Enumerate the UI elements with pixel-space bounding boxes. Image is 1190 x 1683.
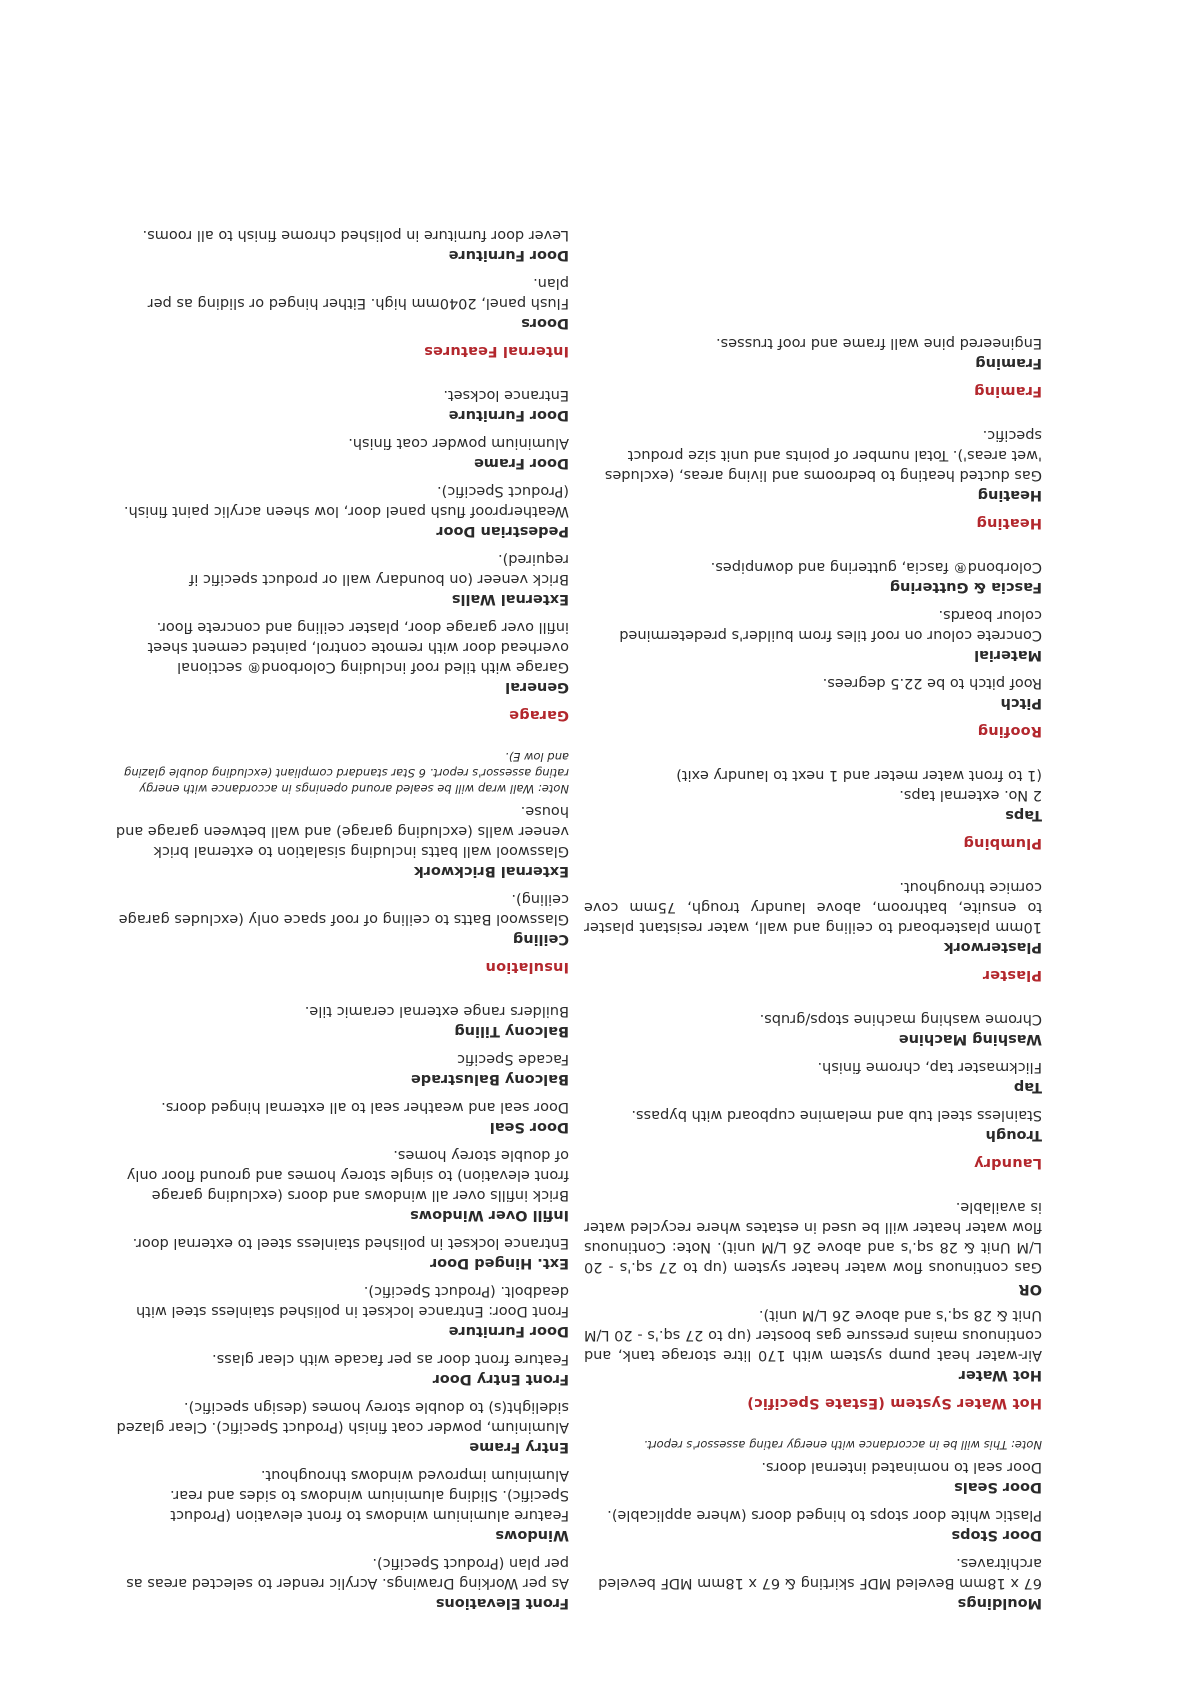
tap-title: Tap — [1013, 1079, 1042, 1095]
tap-item — [584, 1057, 1042, 1095]
internal-door-furniture-item — [114, 225, 569, 263]
balcony-balustrade-title: Balcony Balustrade — [410, 1071, 569, 1087]
external-brickwork-body: Glasswool wall batts including sisalation to external brick veneer walls (excluding garage) and wall between garage and house. — [115, 803, 569, 859]
section-title-garage: Garage — [508, 707, 569, 723]
front-elevations-title: Front Elevations — [435, 1595, 569, 1611]
section-title-roofing: Roofing — [977, 723, 1042, 739]
external-brickwork-title: External Brickwork — [414, 863, 569, 879]
front-entry-door-item — [114, 1349, 569, 1387]
trough-body: Stainless steel tub and melamine cupboard with bypass. — [631, 1107, 1042, 1123]
pedestrian-door-title: Pedestrian Door — [436, 523, 569, 539]
balcony-tiling-item — [114, 1001, 569, 1039]
balcony-balustrade-item — [114, 1049, 569, 1087]
framing-title: Framing — [975, 355, 1042, 371]
door-stops-body: Plastic white door stops to hinged doors (where applicable). — [607, 1507, 1042, 1523]
section-title-internal-features: Internal Features — [424, 343, 569, 359]
section-title-laundry: Laundry — [973, 1155, 1042, 1171]
pitch-body: Roof pitch to be 22.5 degrees. — [822, 675, 1042, 691]
section-title-plaster: Plaster — [982, 967, 1042, 983]
plasterwork-title: Plasterwork — [943, 939, 1042, 955]
internal-door-furniture-body: Lever door furniture in polished chrome finish to all rooms. — [142, 227, 569, 243]
fascia-title: Fascia & Guttering — [889, 579, 1042, 595]
windows-item — [114, 1465, 569, 1543]
mouldings-item — [584, 1553, 1042, 1611]
external-brickwork-item — [114, 749, 569, 879]
washing-machine-title: Washing Machine — [898, 1031, 1042, 1047]
garage-door-furniture-body: Entrance lockset. — [443, 387, 569, 403]
infill-over-windows-item — [114, 1145, 569, 1223]
hot-water-item — [584, 1197, 1042, 1383]
garage-external-walls-body: Brick veneer (on boundary wall or product specific if required). — [189, 551, 569, 587]
framing-body: Engineered pine wall frame and roof trusses. — [716, 335, 1042, 351]
ext-hinged-door-item — [114, 1233, 569, 1271]
framing-item — [584, 333, 1042, 371]
front-elevations-item — [114, 1553, 569, 1611]
internal-doors-item — [114, 273, 569, 331]
mouldings-title: Mouldings — [957, 1595, 1042, 1611]
section-title-heating: Heating — [976, 515, 1042, 531]
section-title-insulation: Insulation — [485, 959, 569, 975]
internal-doors-body: Flush panel, 2040mm high. Either hinged or sliding as per plan. — [147, 275, 569, 311]
pitch-item — [584, 673, 1042, 711]
hot-water-or: OR — [1018, 1281, 1042, 1297]
entry-frame-item — [114, 1397, 569, 1455]
door-seal-item — [114, 1097, 569, 1135]
right-column — [114, 215, 569, 1611]
internal-door-furniture-title: Door Furniture — [448, 247, 569, 263]
entry-frame-body: Aluminium, powder coat finish (Product Specific). Clear glazed sidelight(s) to double storey homes (design specific). — [116, 1399, 569, 1435]
door-seals-body: Door seal to nominated internal doors. — [761, 1459, 1042, 1475]
garage-door-frame-title: Door Frame — [473, 455, 569, 471]
ceiling-title: Ceiling — [512, 931, 569, 947]
door-seals-item — [584, 1437, 1042, 1495]
garage-door-frame-item — [114, 433, 569, 471]
door-furniture-item — [114, 1281, 569, 1339]
plasterwork-item — [584, 877, 1042, 955]
section-title-plumbing: Plumbing — [963, 835, 1042, 851]
external-brickwork-note: Note: Wall wrap will be sealed around openings in accordance with energy rating assessor's report. 6 Star standard compliant (excluding double glazing and low E). — [123, 750, 569, 796]
ceiling-item — [114, 889, 569, 947]
fascia-item — [584, 557, 1042, 595]
washing-machine-body: Chrome washing machine stops/grubs. — [759, 1011, 1042, 1027]
tap-body: Flickmaster tap, chrome finish. — [817, 1059, 1042, 1075]
hot-water-title: Hot Water — [958, 1367, 1042, 1383]
windows-title: Windows — [495, 1527, 569, 1543]
taps-title: Taps — [1005, 807, 1042, 823]
garage-general-title: General — [505, 679, 569, 695]
fascia-body: Colorbond® fascia, guttering and downpipes. — [710, 559, 1042, 575]
heating-title: Heating — [977, 487, 1042, 503]
section-title-framing: Framing — [973, 383, 1042, 399]
heating-body: Gas ducted heating to bedrooms and living areas, (excludes 'wet areas'). Total number of points and unit size product specific. — [604, 427, 1042, 483]
taps-item — [584, 765, 1042, 823]
garage-door-furniture-item — [114, 385, 569, 423]
garage-external-walls-item — [114, 549, 569, 607]
washing-machine-item — [584, 1009, 1042, 1047]
ext-hinged-door-body: Entrance lockset in polished stainless steel to external door. — [132, 1235, 569, 1251]
entry-frame-title: Entry Frame — [469, 1439, 569, 1455]
balcony-balustrade-body: Facade Specific — [457, 1051, 569, 1067]
internal-doors-title: Doors — [521, 315, 569, 331]
taps-body: 2 No. external taps. — [899, 787, 1042, 803]
ceiling-body: Glasswool Batts to ceiling of roof space only (excludes garage ceiling). — [118, 891, 569, 927]
door-furniture-title: Door Furniture — [448, 1323, 569, 1339]
material-item — [584, 605, 1042, 663]
front-elevations-body: As per Working Drawings. Acrylic render to selected areas as per plan (Product Specific). — [126, 1555, 569, 1591]
infill-over-windows-body: Brick infills over all windows and doors (excluding garage front elevation) to single storey homes and ground floor only of double storey homes. — [126, 1147, 569, 1203]
hot-water-alt: Gas continuous flow water heater system (up to 27 sq.'s - 20 L/M Unit & 28 sq.'s and above 26 L/M unit). Note: Continuous flow water heater will be used in estates where recycled water is available. — [584, 1199, 1042, 1275]
mouldings-body: 67 x 18mm Beveled MDF skirting & 67 x 18mm MDF beveled architraves. — [598, 1555, 1042, 1591]
garage-door-frame-body: Aluminium powder coat finish. — [348, 435, 569, 451]
garage-general-body: Garage with tiled roof including Colorbond® sectional overhead door with remote control, painted cement sheet infill over garage door, plaster ceiling and concrete floor. — [147, 619, 569, 675]
garage-general-item — [114, 617, 569, 695]
section-title-hot-water: Hot Water System (Estate Specific) — [747, 1395, 1042, 1411]
front-entry-door-body: Feature front door as per facade with clear glass. — [212, 1351, 569, 1367]
door-seals-title: Door Seals — [954, 1479, 1042, 1495]
material-title: Material — [974, 647, 1042, 663]
heating-item — [584, 425, 1042, 503]
front-entry-door-title: Front Entry Door — [432, 1371, 569, 1387]
door-stops-title: Door Stops — [951, 1527, 1042, 1543]
balcony-tiling-title: Balcony Tiling — [454, 1023, 569, 1039]
door-seal-body: Door seal and weather seal to all external hinged doors. — [161, 1099, 569, 1115]
door-stops-item — [584, 1505, 1042, 1543]
door-seals-note: Note: This will be in accordance with energy rating assessor's report. — [643, 1438, 1042, 1452]
garage-door-furniture-title: Door Furniture — [448, 407, 569, 423]
door-furniture-body: Front Door: Entrance lockset in polished stainless steel with deadbolt. (Product Specific). — [136, 1283, 569, 1319]
garage-external-walls-title: External Walls — [451, 591, 569, 607]
pedestrian-door-item — [114, 481, 569, 539]
pedestrian-door-body: Weatherproof flush panel door, low sheen acrylic paint finish. (Product Specific). — [123, 483, 569, 519]
windows-body: Feature aluminium windows to front elevation (Product Specific). Sliding aluminium windows to sides and rear. Aluminium improved windows throughout. — [170, 1467, 569, 1523]
trough-item — [584, 1105, 1042, 1143]
balcony-tiling-body: Builders range external ceramic tile. — [304, 1003, 569, 1019]
infill-over-windows-title: Infill Over Windows — [410, 1207, 569, 1223]
plasterwork-body: 10mm plasterboard to ceiling and wall, water resistant plaster to ensuite, bathroom, above laundry trough, 75mm cove cornice throughout. — [584, 879, 1042, 935]
taps-body-2: (1 to front water meter and 1 next to laundry exit) — [676, 767, 1042, 783]
pitch-title: Pitch — [1000, 695, 1042, 711]
ext-hinged-door-title: Ext. Hinged Door — [430, 1255, 569, 1271]
door-seal-title: Door Seal — [489, 1119, 569, 1135]
left-column — [584, 323, 1042, 1611]
material-body: Concrete colour on roof tiles from builder's predetermined colour boards. — [619, 607, 1042, 643]
hot-water-body: Air-water heat pump system with 170 litre storage tank, and continuous mains pressure gas booster (up to 27 sq.'s - 20 L/M Unit & 28 sq.'s and above 26 L/M unit). — [584, 1307, 1042, 1363]
trough-title: Trough — [985, 1127, 1042, 1143]
